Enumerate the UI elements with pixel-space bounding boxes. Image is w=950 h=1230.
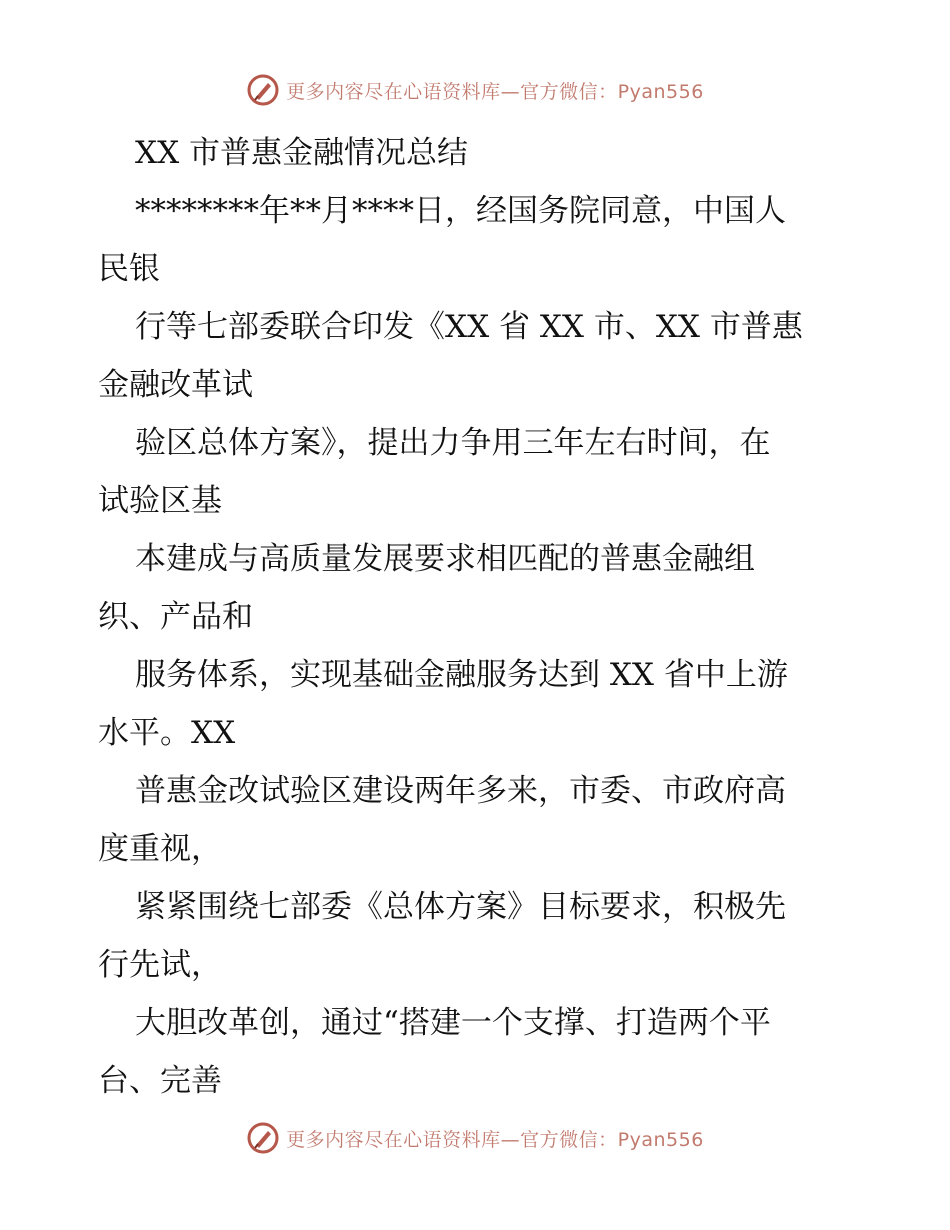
paragraph-line: 紧紧围绕七部委《总体方案》目标要求，积极先 [135,889,786,925]
paragraph-line: 民银 [98,251,160,287]
paragraph-line: 大胆改革创，通过“搭建一个支撑、打造两个平 [135,1005,771,1041]
paragraph-line: 本建成与高质量发展要求相匹配的普惠金融组 [135,541,755,577]
watermark-text: 更多内容尽在心语资料库—官方微信：Pyan556 [286,80,704,103]
paragraph-line: ********年**月****日，经国务院同意，中国人 [135,193,786,229]
footer-watermark [0,1118,950,1158]
paragraph-line: 台、完善 [98,1063,222,1099]
document-title: XX 市普惠金融情况总结 [135,135,468,171]
paragraph-line: 普惠金改试验区建设两年多来，市委、市政府高 [135,773,786,809]
paragraph-line: 度重视， [98,831,222,867]
paragraph-line: 行先试， [98,947,222,983]
paragraph-line: 服务体系，实现基础金融服务达到 XX 省中上游 [135,657,788,693]
document-body [98,124,868,1110]
quill-pen-circle-icon [246,73,280,107]
paragraph-line: 行等七部委联合印发《XX 省 XX 市、XX 市普惠 [135,309,803,345]
paragraph-line: 织、产品和 [98,599,253,635]
quill-pen-circle-icon [246,1121,280,1155]
paragraph-line: 金融改革试 [98,367,253,403]
paragraph-line: 试验区基 [98,483,222,519]
paragraph-line: 验区总体方案》，提出力争用三年左右时间，在 [135,425,771,461]
watermark-text: 更多内容尽在心语资料库—官方微信：Pyan556 [286,1128,704,1151]
paragraph-line: 水平。XX [98,715,236,751]
header-watermark [0,70,950,110]
